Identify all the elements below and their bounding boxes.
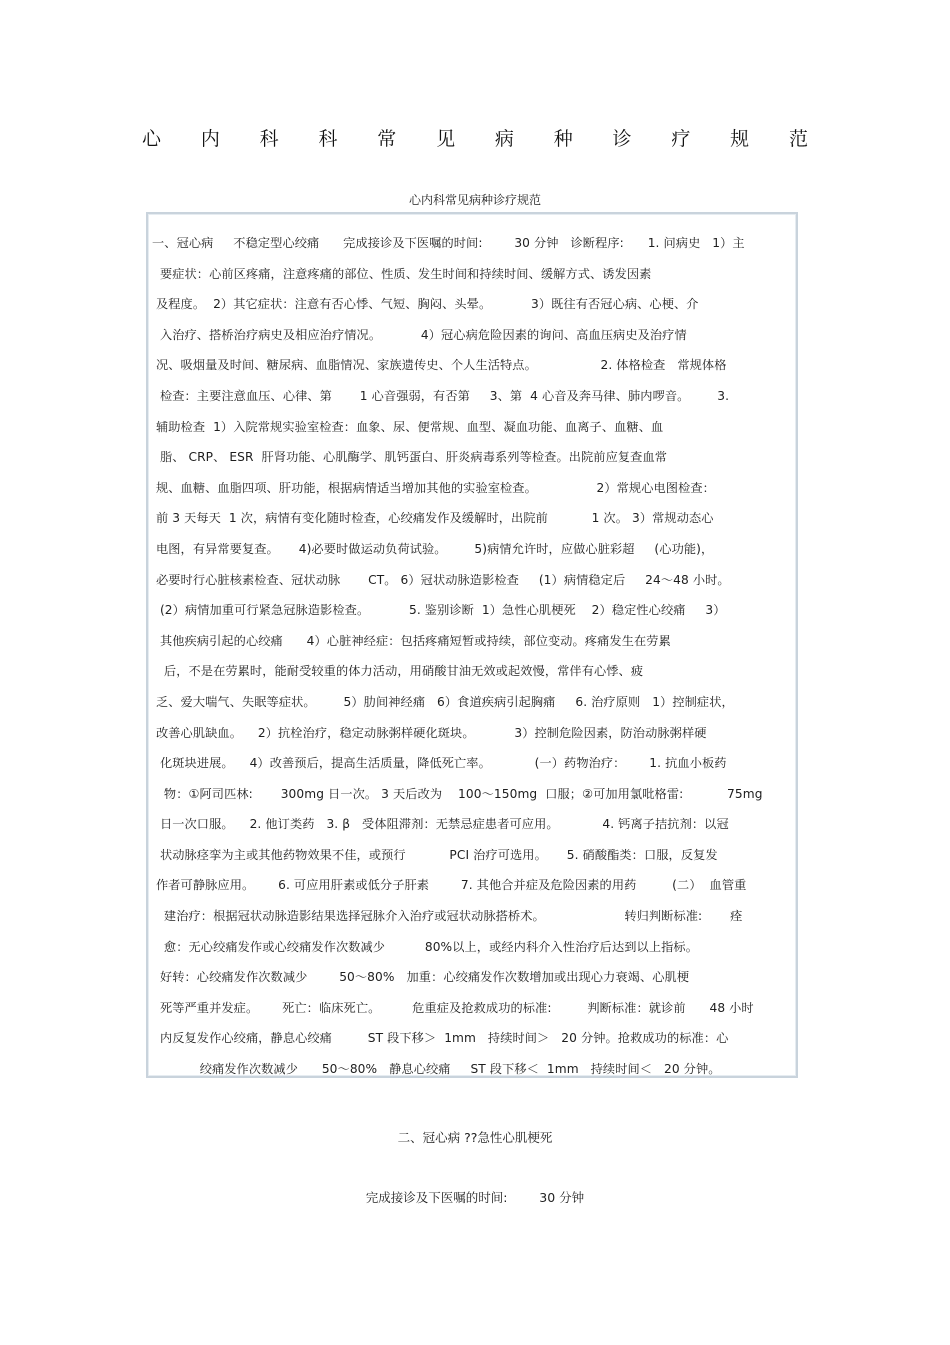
body-line: 必要时行心脏核素检查、冠状动脉 CT。 6）冠状动脉造影检查 (1）病情稳定后 24～48 小时。: [152, 572, 730, 587]
document-subtitle: 心内科常见病种诊疗规范: [408, 193, 541, 207]
body-line: 物：①阿司匹林: 300mg 日一次。 3 天后改为 100～150mg 口服；②可加用氯吡格雷: 75mg: [152, 786, 763, 801]
body-line: 建治疗：根据冠状动脉造影结果选择冠脉介入治疗或冠状动脉搭桥术。 转归判断标准: 痊: [152, 909, 743, 924]
page-title-char: 种: [553, 128, 573, 150]
page-title-char: 诊: [612, 128, 632, 150]
body-line: 前 3 天每天 1 次，病情有变化随时检查，心绞痛发作及缓解时，出院前 1 次。 3）常规动态心: [152, 511, 714, 526]
body-line: 辅助检查 1）入院常规实验室检查：血象、尿、便常规、血型、凝血功能、血离子、血糖、血: [152, 419, 664, 434]
body-line: 化斑块进展。 4）改善预后，提高生活质量，降低死亡率。 (一）药物治疗： 1. 抗血小板药: [152, 756, 727, 771]
page-title: [142, 124, 808, 151]
body-line: 要症状：心前区疼痛，注意疼痛的部位、性质、发生时间和持续时间、缓解方式、诱发因素: [152, 266, 652, 281]
page-title-char: 病: [494, 128, 514, 150]
body-line: 脂、 CRP、 ESR 肝肾功能、心肌酶学、肌钙蛋白、肝炎病毒系列等检查。出院前应复查血常: [152, 450, 668, 465]
body-line: 绞痛发作次数减少 50～80% 静息心绞痛 ST 段下移＜ 1mm 持续时间＜ 20 分钟。: [152, 1062, 721, 1077]
body-line: 况、吸烟量及时间、糖尿病、血脂情况、家族遗传史、个人生活特点。 2. 体格检查 常规体格: [152, 358, 727, 373]
body-line: 改善心肌缺血。 2）抗栓治疗，稳定动脉粥样硬化斑块。 3）控制危险因素，防治动脉粥样硬: [152, 725, 707, 740]
page-title-char: 心: [142, 128, 162, 150]
section-2-heading: 二、冠心病 ??急性心肌梗死: [397, 1130, 553, 1145]
section-2-first-line: 完成接诊及下医嘱的时间: 30 分钟: [365, 1190, 585, 1205]
body-line: 其他疾病引起的心绞痛 4）心脏神经症：包括疼痛短暂或持续，部位变动。疼痛发生在劳累: [152, 633, 671, 648]
page-title-char: 见: [436, 128, 456, 150]
page-title-char: 规: [730, 128, 750, 150]
body-line: 作者可静脉应用。 6. 可应用肝素或低分子肝素 7. 其他合并症及危险因素的用药 (二） 血管重: [152, 878, 747, 893]
body-line: 后，不是在劳累时，能耐受较重的体力活动，用硝酸甘油无效或起效慢，常伴有心悸、疲: [152, 664, 644, 679]
page-title-char: 科: [259, 128, 279, 150]
page-title-char: 科: [318, 128, 338, 150]
body-line: 一、冠心病 不稳定型心绞痛 完成接诊及下医嘱的时间: 30 分钟 诊断程序: 1. 问病史 1）主: [152, 236, 745, 250]
body-line: 规、血糖、血脂四项、肝功能，根据病情适当增加其他的实验室检查。 2）常规心电图检查：: [152, 480, 715, 495]
page-title-char: 常: [377, 128, 397, 150]
body-line: 好转：心绞痛发作次数减少 50～80% 加重：心绞痛发作次数增加或出现心力衰竭、心肌梗: [152, 970, 690, 985]
body-line: 死等严重并发症。 死亡：临床死亡。 危重症及抢救成功的标准: 判断标准：就诊前 48 小时: [152, 1000, 754, 1015]
page-title-char: 疗: [671, 128, 691, 150]
body-line: 乏、爱大喘气、失眠等症状。 5）肋间神经痛 6）食道疾病引起胸痛 6. 治疗原则 1）控制症状，: [152, 694, 734, 709]
body-line: 状动脉痉挛为主或其他药物效果不佳，或预行 PCI 治疗可选用。 5. 硝酸酯类：口服，反复发: [152, 847, 718, 862]
body-line: 入治疗、搭桥治疗病史及相应治疗情况。 4）冠心病危险因素的询问、高血压病史及治疗情: [152, 327, 687, 342]
content-box: [146, 212, 798, 1078]
body-line: 及程度。 2）其它症状：注意有否心悸、气短、胸闷、头晕。 3）既往有否冠心病、心梗、介: [152, 297, 699, 312]
body-line: 愈：无心绞痛发作或心绞痛发作次数减少 80%以上，或经内科介入性治疗后达到以上指标。: [152, 939, 698, 954]
body-line: (2）病情加重可行紧急冠脉造影检查。 5. 鉴别诊断 1）急性心肌梗死 2）稳定性心绞痛 3）: [152, 603, 726, 618]
body-line: 电图，有异常要复查。 4)必要时做运动负荷试验。 5)病情允许时，应做心脏彩超 (心功能)，: [152, 541, 714, 556]
page-title-char: 内: [200, 128, 220, 150]
body-line: 内反复发作心绞痛，静息心绞痛 ST 段下移＞ 1mm 持续时间＞ 20 分钟。抢救成功的标准：心: [152, 1031, 729, 1046]
body-line: 日一次口服。 2. 他订类药 3. β 受体阻滞剂：无禁忌症患者可应用。 4. 钙离子拮抗剂：以冠: [152, 817, 729, 832]
page-title-char: 范: [788, 128, 808, 150]
body-line: 检查：主要注意血压、心律、第 1 心音强弱，有否第 3、第 4 心音及奔马律、肺内啰音。 3.: [152, 388, 730, 403]
